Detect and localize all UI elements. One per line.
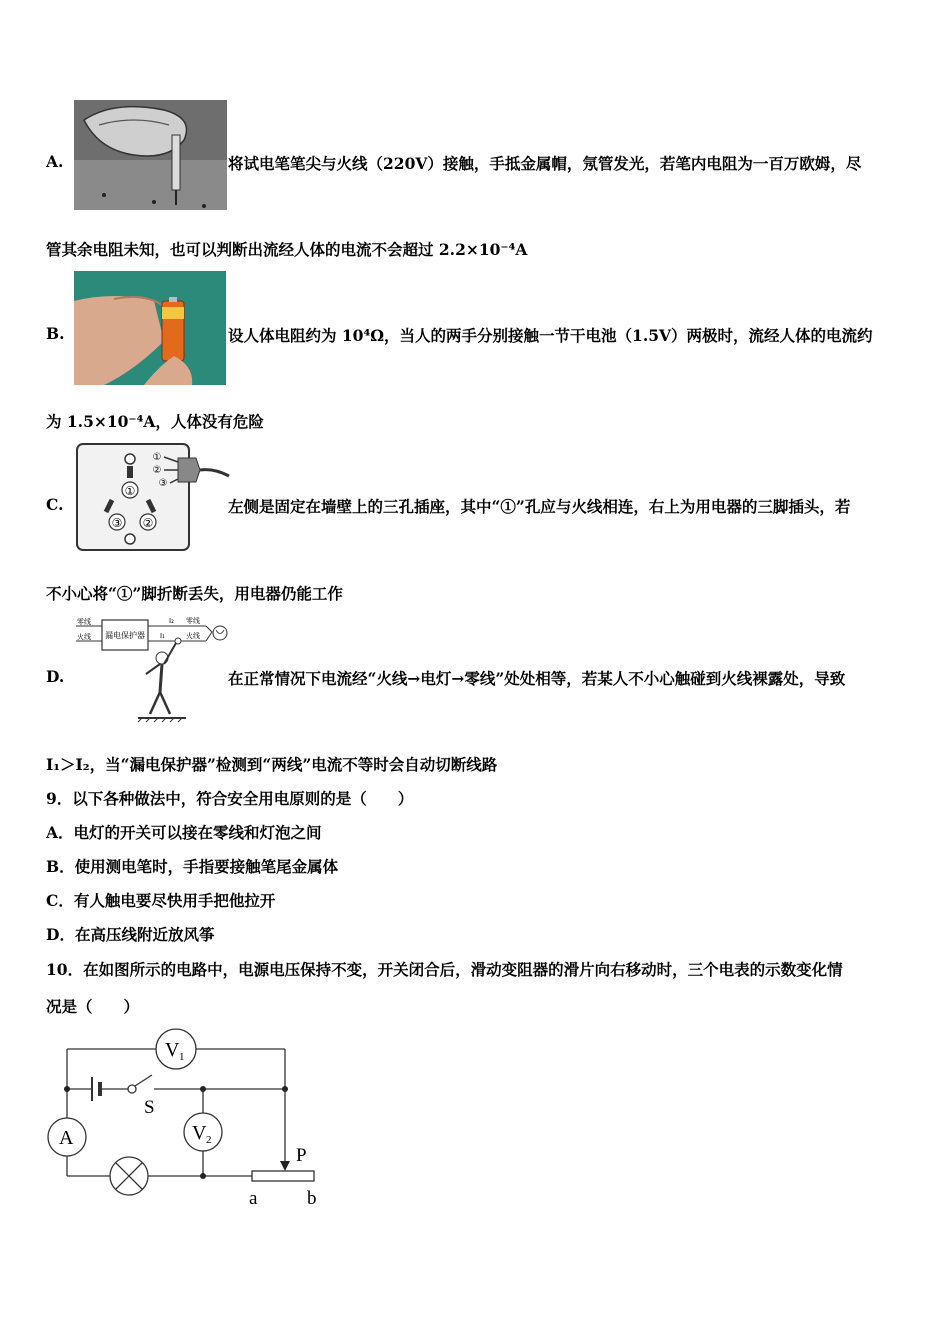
switch-label: S xyxy=(144,1097,155,1118)
socket-diagram xyxy=(74,442,230,554)
live-left-label: 火线 xyxy=(77,633,91,641)
device-label: 漏电保护器 xyxy=(105,631,145,640)
hole2-label: ② xyxy=(142,516,154,530)
v1-sub: 1 xyxy=(179,1051,185,1063)
battery-photo xyxy=(74,271,226,385)
question-10-stem-line2: 况是（ ） xyxy=(46,997,140,1016)
option-text-line2: 管其余电阻未知，也可以判断出流经人体的电流不会超过 2.2×10⁻⁴A xyxy=(46,240,528,259)
question-9-option: D．在高压线附近放风筝 xyxy=(46,925,215,944)
option-text-line1: 左侧是固定在墙壁上的三孔插座，其中“①”孔应与火线相连，右上为用电器的三脚插头，若 xyxy=(228,497,851,516)
i1-label: I₁ xyxy=(160,632,165,640)
circuit-diagram xyxy=(44,1025,334,1215)
v2-sub: 2 xyxy=(206,1134,212,1146)
leakage-protector-diagram xyxy=(74,612,234,730)
question-9-stem: 9．以下各种做法中，符合安全用电原则的是（ ） xyxy=(46,789,414,808)
slider-label: P xyxy=(296,1145,307,1166)
option-letter: D. xyxy=(46,667,65,686)
pin2-label: ② xyxy=(152,465,162,476)
question-9-option: A．电灯的开关可以接在零线和灯泡之间 xyxy=(46,823,322,842)
option-letter: C. xyxy=(46,495,64,514)
hole1-label: ① xyxy=(124,484,136,498)
v1-label: V xyxy=(165,1039,180,1061)
ammeter-label: A xyxy=(59,1127,74,1149)
live-right-label: 火线 xyxy=(186,632,200,640)
i2-label: I₂ xyxy=(169,617,174,625)
option-text-line1: 设人体电阻约为 10⁴Ω，当人的两手分别接触一节干电池（1.5V）两极时，流经人体的电流约 xyxy=(228,326,873,345)
option-letter: A. xyxy=(46,152,64,171)
option-letter: B. xyxy=(46,324,65,343)
question-9-option: B．使用测电笔时，手指要接触笔尾金属体 xyxy=(46,857,339,876)
hole3-label: ③ xyxy=(111,516,123,530)
neutral-left-label: 零线 xyxy=(77,618,91,626)
end-a-label: a xyxy=(249,1188,258,1209)
option-text-line2: 为 1.5×10⁻⁴A，人体没有危险 xyxy=(46,412,264,431)
question-9-option: C．有人触电要尽快用手把他拉开 xyxy=(46,891,276,910)
pin1-label: ① xyxy=(152,452,162,463)
option-text-line1: 将试电笔笔尖与火线（220V）接触，手抵金属帽，氖管发光，若笔内电阻为一百万欧姆，尽 xyxy=(228,154,862,173)
end-b-label: b xyxy=(307,1188,317,1209)
question-10-stem-line1: 10．在如图所示的电路中，电源电压保持不变，开关闭合后，滑动变阻器的滑片向右移动时，三个电表的示数变化情 xyxy=(46,960,843,979)
pin3-label: ③ xyxy=(158,478,168,489)
option-text-line2: I₁＞I₂，当“漏电保护器”检测到“两线”电流不等时会自动切断线路 xyxy=(46,755,498,774)
neutral-right-label: 零线 xyxy=(186,617,200,625)
option-text-line2: 不小心将“①”脚折断丢失，用电器仍能工作 xyxy=(46,584,343,603)
v2-label: V xyxy=(192,1122,207,1144)
test-pen-photo xyxy=(74,100,227,210)
option-text-line1: 在正常情况下电流经“火线→电灯→零线”处处相等，若某人不小心触碰到火线裸露处，导致 xyxy=(228,669,846,688)
